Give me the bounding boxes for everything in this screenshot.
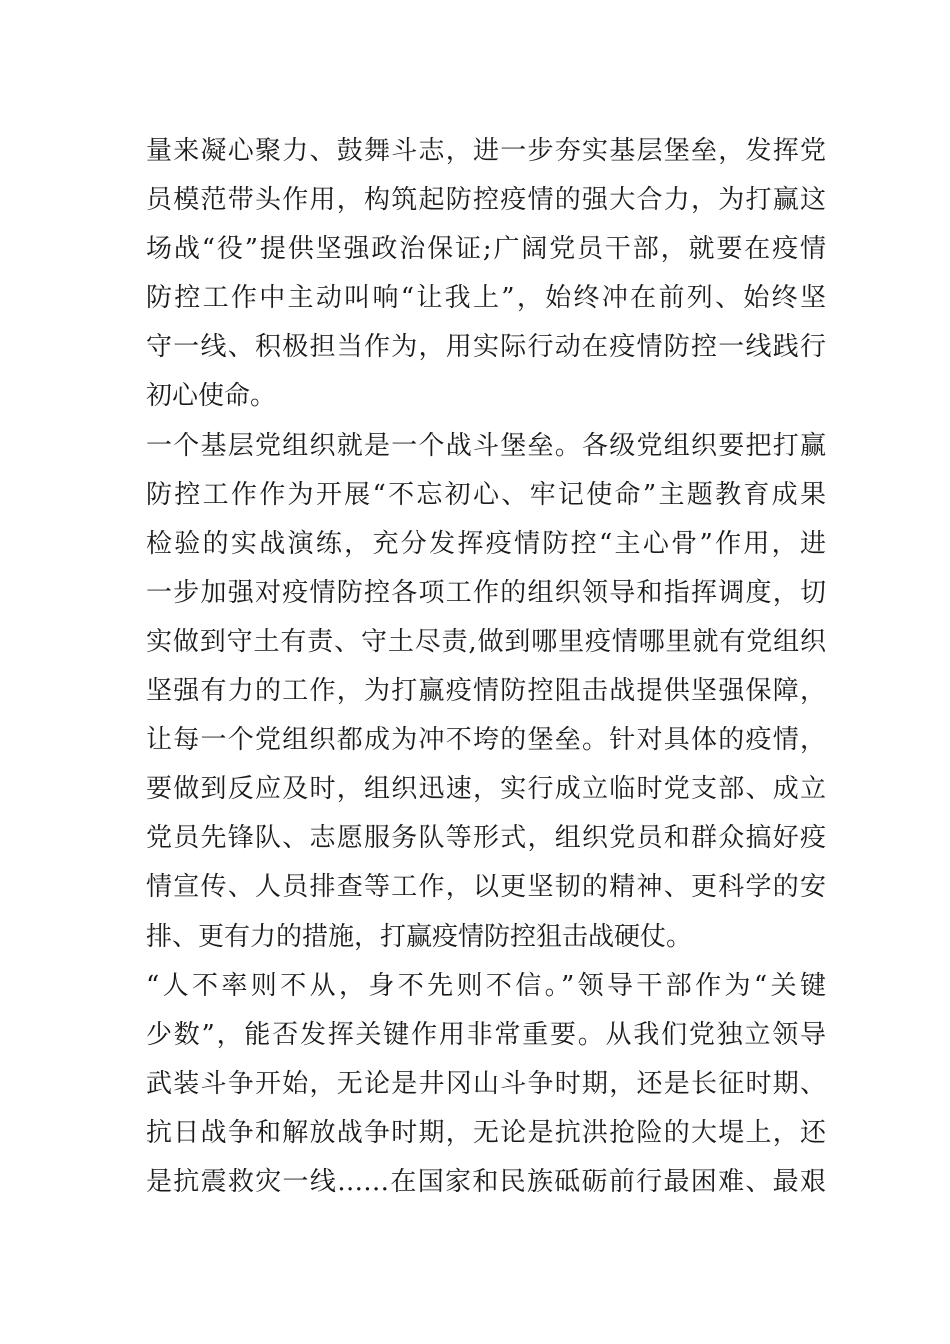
text-line: 一步加强对疫情防控各项工作的组织领导和指挥调度，切: [146, 577, 826, 608]
text-line: 实做到守土有责、守土尽责,做到哪里疫情哪里就有党组织: [146, 626, 826, 657]
text-line: 抗日战争和解放战争时期，无论是抗洪抢险的大堤上，还: [146, 1117, 826, 1148]
paragraph-2: [146, 422, 826, 962]
text-line: 守一线、积极担当作为，用实际行动在疫情防控一线践行: [146, 332, 826, 363]
text-line: 一个基层党组织就是一个战斗堡垒。各级党组织要把打赢: [146, 430, 826, 461]
text-line: 少数”，能否发挥关键作用非常重要。从我们党独立领导: [146, 1019, 826, 1050]
body-text: [146, 127, 826, 1207]
text-line: “人不率则不从，身不先则不信。”领导干部作为“关键: [146, 970, 826, 1001]
text-line: 是抗震救灾一线……在国家和民族砥砺前行最困难、最艰: [146, 1166, 826, 1197]
text-line: 坚强有力的工作，为打赢疫情防控阻击战提供坚强保障，: [146, 676, 826, 707]
text-line: 场战“役”提供坚强政治保证;广阔党员干部，就要在疫情: [146, 234, 826, 265]
text-line: 初心使命。: [146, 381, 277, 412]
paragraph-1: [146, 127, 826, 422]
text-line: 量来凝心聚力、鼓舞斗志，进一步夯实基层堡垒，发挥党: [146, 136, 826, 166]
text-line: 员模范带头作用，构筑起防控疫情的强大合力，为打赢这: [146, 185, 826, 216]
paragraph-3: [146, 962, 826, 1207]
text-line: 党员先锋队、志愿服务队等形式，组织党员和群众搞好疫: [146, 823, 826, 854]
text-line: 防控工作作为开展“不忘初心、牢记使命”主题教育成果: [146, 479, 826, 510]
text-line: 情宣传、人员排查等工作，以更坚韧的精神、更科学的安: [146, 872, 826, 903]
text-line: 武装斗争开始，无论是井冈山斗争时期，还是长征时期、: [146, 1068, 826, 1099]
text-line: 防控工作中主动叫响“让我上”，始终冲在前列、始终坚: [146, 283, 826, 314]
text-line: 检验的实战演练，充分发挥疫情防控“主心骨”作用，进: [146, 528, 826, 559]
text-line: 排、更有力的措施，打赢疫情防控狙击战硬仗。: [146, 921, 693, 952]
text-line: 要做到反应及时，组织迅速，实行成立临时党支部、成立: [146, 774, 826, 805]
text-line: 让每一个党组织都成为冲不垮的堡垒。针对具体的疫情，: [146, 725, 826, 756]
